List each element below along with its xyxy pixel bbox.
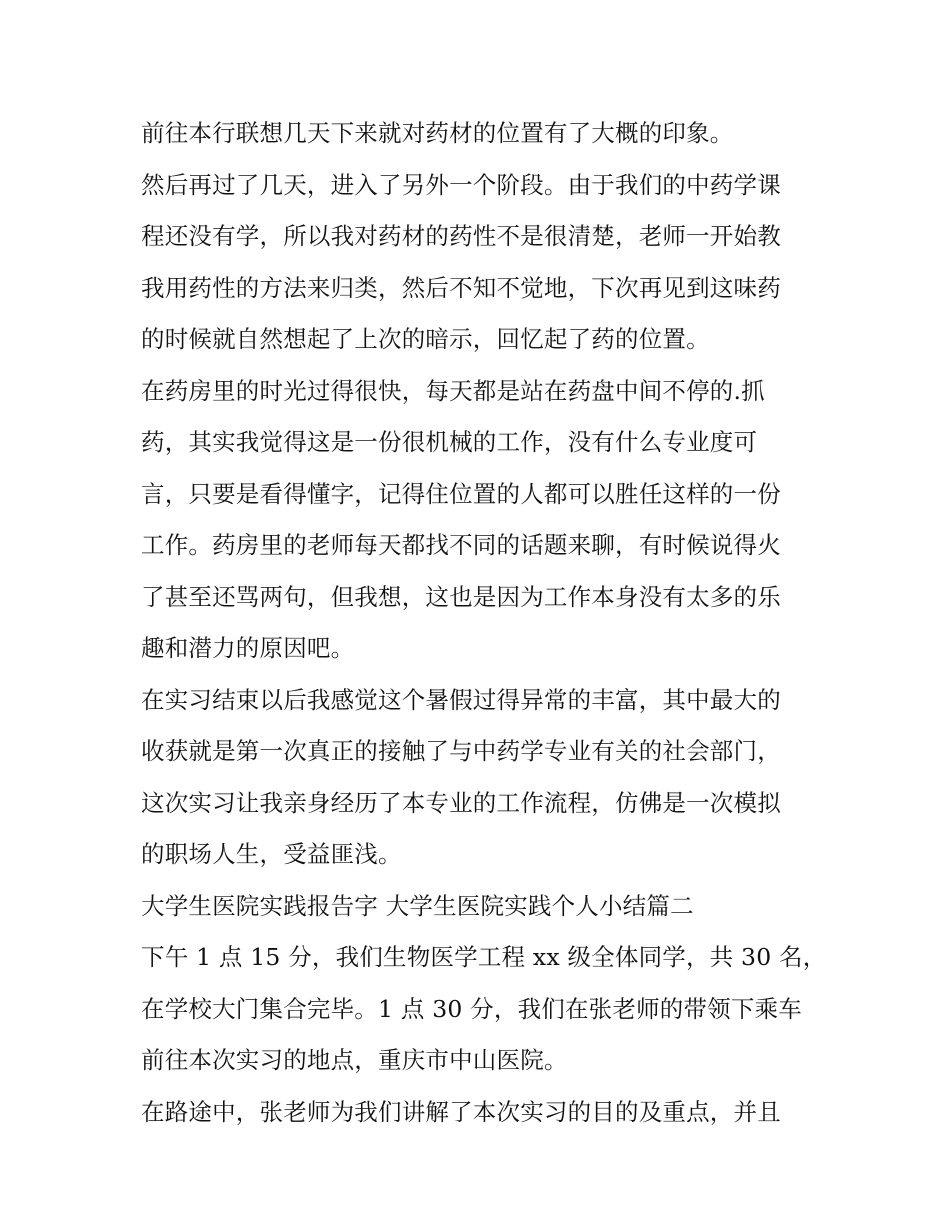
text-line: 我用药性的方法来归类，然后不知不觉地，下次再见到这味药 <box>141 273 781 302</box>
section-heading: 大学生医院实践报告字 大学生医院实践个人小结篇二 <box>141 891 694 920</box>
text-line: 然后再过了几天，进入了另外一个阶段。由于我们的中药学课 <box>141 170 781 199</box>
text-line: 工作。药房里的老师每天都找不同的话题来聊，有时候说得火 <box>141 531 781 559</box>
text-line: 的时候就自然想起了上次的暗示，回忆起了药的位置。 <box>141 325 710 353</box>
text-line: 前往本次实习的地点，重庆市中山医院。 <box>141 1046 568 1074</box>
text-line: 的职场人生，受益匪浅。 <box>141 840 402 868</box>
text-line: 在药房里的时光过得很快，每天都是站在药盘中间不停的.抓 <box>141 376 765 405</box>
text-line: 言，只要是看得懂字，记得住位置的人都可以胜任这样的一份 <box>141 479 781 508</box>
text-line: 在路途中，张老师为我们讲解了本次实习的目的及重点，并且 <box>141 1097 781 1126</box>
text-line: 了甚至还骂两句，但我想，这也是因为工作本身没有太多的乐 <box>141 582 781 611</box>
text-line: 前往本行联想几天下来就对药材的位置有了大概的印象。 <box>141 119 734 147</box>
text-line: 收获就是第一次真正的接触了与中药学专业有关的社会部门， <box>141 737 781 765</box>
text-line: 在学校大门集合完毕。1 点 30 分，我们在张老师的带领下乘车 <box>141 994 802 1023</box>
text-line: 程还没有学，所以我对药材的药性不是很清楚，老师一开始教 <box>141 222 781 250</box>
text-line: 这次实习让我亲身经历了本专业的工作流程，仿佛是一次模拟 <box>141 788 781 817</box>
text-line: 药，其实我觉得这是一份很机械的工作，没有什么专业度可 <box>141 428 758 456</box>
document-body <box>141 108 831 1138</box>
text-line: 下午 1 点 15 分，我们生物医学工程 xx 级全体同学，共 30 名， <box>141 943 827 971</box>
text-line: 趣和潜力的原因吧。 <box>141 634 355 662</box>
text-line: 在实习结束以后我感觉这个暑假过得异常的丰富，其中最大的 <box>141 685 781 714</box>
